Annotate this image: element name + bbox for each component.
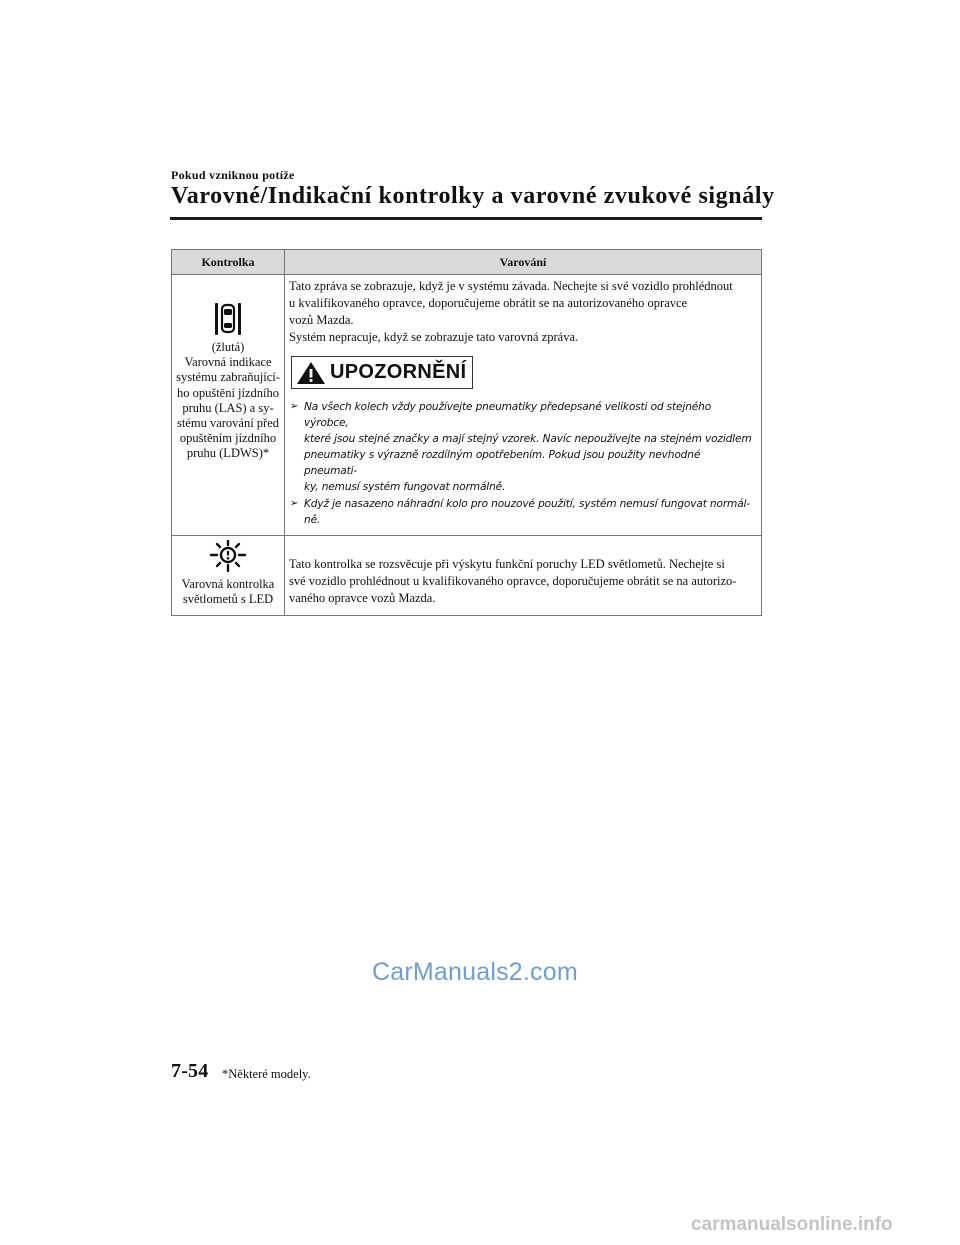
lamp-line: (žlutá) (211, 340, 245, 354)
page-title: Varovné/Indikační kontrolky a varovné zvukové signály (171, 183, 775, 209)
column-header-warning: Varování (285, 250, 762, 275)
lamp-description (174, 340, 282, 462)
table-header-row (172, 250, 762, 275)
column-header-lamp: Kontrolka (172, 250, 285, 275)
lamp-line: pruhu (LDWS)* (186, 446, 270, 461)
message-line: Systém nepracuje, když se zobrazuje tato varovná zpráva. (289, 330, 579, 344)
caution-line: ky, nemusí systém fungovat normálně. (304, 481, 506, 493)
table-row (172, 275, 762, 536)
lamp-line: Varovná kontrolka (181, 577, 275, 591)
arrow-bullet-icon: ➢ (290, 498, 299, 509)
lamp-cell (172, 275, 285, 536)
footnote: *Některé modely. (222, 1067, 311, 1081)
caution-list (289, 399, 755, 528)
arrow-bullet-icon: ➢ (290, 401, 299, 412)
caution-line: Když je nasazeno náhradní kolo pro nouzové použití, systém nemusí fungovat normál- (304, 498, 751, 510)
message-line: vaného opravce vozů Mazda. (289, 591, 436, 605)
table-row (172, 536, 762, 616)
lamp-line: světlometů s LED (182, 592, 274, 607)
title-rule (170, 217, 762, 220)
caution-line: ně. (304, 514, 321, 526)
caution-line: pneumatiky s výrazně rozdílným opotřebením. Pokud jsou použity nevhodné pneumati- (304, 449, 701, 477)
message-line: Tato kontrolka se rozsvěcuje při výskytu funkční poruchy LED světlometů. Nechejte si (289, 557, 725, 571)
lamp-line: systému zabraňující- (176, 370, 280, 385)
warning-triangle-icon (296, 361, 326, 385)
lane-assist-vehicle-icon (214, 301, 242, 337)
message-cell (285, 536, 762, 616)
lamp-line: opuštěním jízdního (179, 431, 277, 446)
message-line: své vozidlo prohlédnout u kvalifikovaného opravce, doporučujeme obrátit se na autorizo- (289, 574, 737, 588)
caution-label: UPOZORNĚNÍ (330, 361, 467, 383)
lamp-cell (172, 536, 285, 616)
message-cell (285, 275, 762, 536)
message-line: u kvalifikovaného opravce, doporučujeme obrátit se na autorizovaného opravce (289, 296, 688, 310)
caution-box (291, 356, 473, 389)
lamp-line: pruhu (LAS) a sy- (182, 400, 274, 415)
caution-item (289, 496, 755, 528)
message-line: vozů Mazda. (289, 313, 354, 327)
section-label: Pokud vzniknou potíže (171, 168, 295, 182)
lamp-line: ho opuštění jízdního (176, 385, 280, 400)
lamp-line: Varovná indikace (184, 355, 272, 370)
watermark-carmanuals2: CarManuals2.com (372, 958, 578, 986)
lamp-line: stému varování před (176, 416, 280, 431)
message-line: Tato zpráva se zobrazuje, když je v systému závada. Nechejte si své vozidlo prohlédnout (289, 279, 733, 293)
warning-lights-table (171, 249, 762, 616)
lamp-description (174, 577, 282, 607)
led-headlight-warning-icon (208, 540, 248, 574)
watermark-carmanualsonline: carmanualsonline.info (691, 1214, 893, 1235)
page-number: 7-54 (171, 1060, 209, 1082)
caution-item (289, 399, 755, 495)
caution-line: Na všech kolech vždy používejte pneumatiky předepsané velikosti od stejného výrobce, (304, 401, 712, 429)
caution-line: které jsou stejné značky a mají stejný vzorek. Navíc nepoužívejte na stejném vozidlem (304, 433, 752, 445)
